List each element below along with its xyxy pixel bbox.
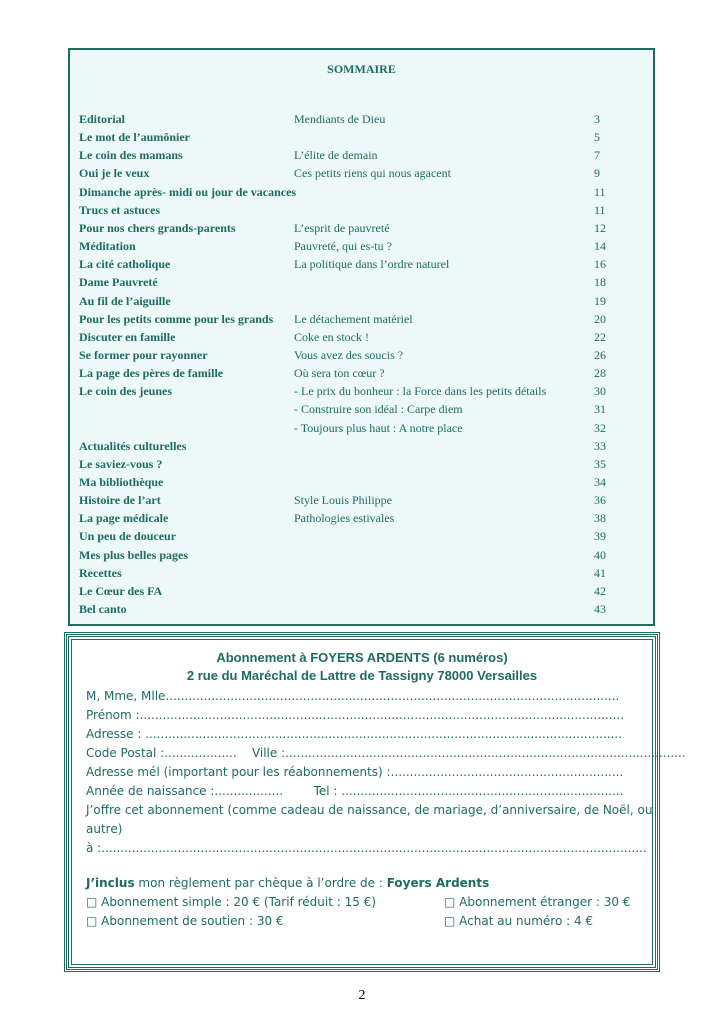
toc-article: - Le prix du bonheur : la Force dans les petits détails (294, 384, 547, 399)
toc-row (70, 384, 653, 401)
toc-row (70, 402, 653, 419)
toc-rubric: Editorial (79, 112, 126, 126)
toc-row (70, 511, 653, 528)
toc-rubric: Le coin des mamans (79, 148, 183, 163)
toc-row (70, 584, 653, 601)
toc-rubric: Pour les petits comme pour les grands (79, 311, 274, 326)
option-support-checkbox[interactable]: □ Abonnement de soutien : 30 € (86, 914, 284, 928)
toc-article: Pathologies estivales (294, 511, 395, 526)
toc-article: Style Louis Philippe (294, 493, 393, 508)
toc-rubric: Ma bibliothèque (79, 475, 164, 489)
payment-text: mon règlement par chèque à l’ordre de : (134, 876, 387, 890)
tel-field[interactable]: Tel : .......................................................................... (313, 784, 624, 798)
toc-article: L’esprit de pauvreté (294, 220, 390, 235)
toc-rubric: Dimanche après- midi ou jour de vacances (79, 184, 297, 199)
toc-title: SOMMAIRE (327, 62, 396, 76)
toc-rubric: Méditation (79, 239, 136, 254)
toc-page-number: 30 (594, 384, 606, 399)
payment-line (86, 876, 642, 890)
toc-rubric: Un peu de douceur (79, 529, 177, 544)
toc-row (70, 529, 653, 546)
toc-rubric: Pour nos chers grands-parents (79, 220, 236, 235)
subscription-form (66, 634, 686, 970)
toc-page-number: 43 (594, 602, 606, 617)
toc-article: Coke en stock ! (294, 329, 369, 344)
toc-row (70, 112, 653, 129)
option-simple-checkbox[interactable]: □ Abonnement simple : 20 € (Tarif réduit : 15 €) (86, 895, 376, 909)
toc-page-number: 38 (594, 511, 606, 526)
toc-rubric: Oui je le veux (79, 166, 150, 181)
toc-page-number: 14 (594, 239, 606, 254)
toc-row (70, 475, 653, 492)
option-foreign-checkbox[interactable]: □ Abonnement étranger : 30 € (444, 895, 631, 909)
toc-rubric: Recettes (79, 565, 122, 580)
toc-row (70, 275, 653, 292)
toc-page-number: 39 (594, 529, 606, 544)
toc-row (70, 457, 653, 474)
toc-rubric: Le mot de l’aumônier (79, 130, 190, 145)
toc-rubric: Mes plus belles pages (79, 547, 189, 562)
toc-row (70, 348, 653, 365)
toc-row (70, 221, 653, 238)
toc-page-number: 28 (594, 366, 606, 381)
toc-row (70, 148, 653, 165)
toc-article: Où sera ton cœur ? (294, 366, 385, 381)
toc-page-number: 16 (594, 257, 606, 272)
toc-page-number: 40 (594, 547, 606, 562)
options-row-2 (86, 914, 642, 928)
birth-year-field[interactable]: Année de naissance :.................. (86, 784, 284, 798)
toc-page-number: 12 (594, 220, 606, 235)
firstname-field[interactable]: Prénom :............................................................................................................................... (86, 708, 625, 722)
subscription-title: Abonnement à FOYERS ARDENTS (6 numéros) (216, 650, 508, 665)
toc-row (70, 239, 653, 256)
toc-page-number: 11 (594, 202, 606, 217)
toc-rubric: La page médicale (79, 511, 169, 526)
payment-payee: Foyers Ardents (386, 876, 490, 890)
toc-page-number: 33 (594, 438, 606, 453)
toc-page-number: 5 (594, 130, 600, 145)
toc-page-number: 32 (594, 420, 606, 435)
toc-page-number: 20 (594, 311, 606, 326)
toc-page-number: 42 (594, 583, 606, 598)
toc-rubric: La cité catholique (79, 257, 171, 272)
options-row-1 (86, 895, 642, 909)
toc-article: - Toujours plus haut : A notre place (294, 420, 463, 435)
toc-rubric: La page des pères de famille (79, 366, 224, 381)
toc-row (70, 312, 653, 329)
toc-page-number: 35 (594, 456, 606, 471)
toc-row (70, 602, 653, 619)
toc-rubric: Au fil de l’aiguille (79, 293, 171, 308)
city-field[interactable]: Ville :......................................................................................................... (251, 746, 686, 760)
toc-row (70, 566, 653, 583)
toc-article: - Construire son idéal : Carpe diem (294, 402, 463, 417)
toc-rubric: Le Cœur des FA (79, 583, 163, 598)
postal-city-row (86, 746, 686, 760)
toc-article: Mendiants de Dieu (294, 112, 386, 126)
toc-row (70, 257, 653, 274)
option-single-issue-checkbox[interactable]: □ Achat au numéro : 4 € (444, 914, 594, 928)
toc-page-number: 3 (594, 112, 600, 126)
address-field[interactable]: Adresse : ............................................................................................................................. (86, 727, 623, 741)
toc-page-number: 31 (594, 402, 606, 417)
toc-row (70, 166, 653, 183)
subscription-address: 2 rue du Maréchal de Lattre de Tassigny 78000 Versailles (186, 668, 538, 683)
toc-row (70, 130, 653, 147)
toc-article: Ces petits riens qui nous agacent (294, 166, 451, 181)
toc-page-number: 9 (594, 166, 600, 181)
toc-article: Pauvreté, qui es-tu ? (294, 239, 392, 254)
toc-page-number: 26 (594, 347, 606, 362)
toc-rubric: Actualités culturelles (79, 438, 187, 453)
gift-text-line1: J’offre cet abonnement (comme cadeau de naissance, de mariage, d’anniversaire, de Noël, ou (86, 803, 653, 817)
toc-row (70, 330, 653, 347)
toc-rubric: Bel canto (79, 602, 127, 617)
toc-row (70, 493, 653, 510)
toc-rubric: Se former pour rayonner (79, 347, 208, 362)
toc-rubric: Discuter en famille (79, 329, 176, 344)
toc-row (70, 294, 653, 311)
toc-page-number: 34 (594, 475, 606, 489)
page-number: 2 (358, 988, 366, 1003)
toc-row (70, 439, 653, 456)
toc-article: Le détachement matériel (294, 311, 413, 326)
birth-tel-row (86, 784, 642, 798)
toc-row (70, 421, 653, 438)
toc-article: La politique dans l’ordre naturel (294, 257, 450, 272)
toc-row (70, 203, 653, 220)
toc-page-number: 36 (594, 493, 606, 508)
toc-page-number: 22 (594, 329, 606, 344)
toc-rubric: Le coin des jeunes (79, 384, 172, 399)
payment-lead: J’inclus (86, 876, 135, 890)
toc-page-number: 11 (594, 184, 606, 199)
email-field[interactable]: Adresse mél (important pour les réabonnements) :............................................................. (86, 765, 624, 779)
toc-row (70, 185, 653, 202)
toc-rubric: Dame Pauvreté (79, 275, 158, 290)
name-field[interactable]: M, Mme, Mlle....................................................................................................................... (86, 689, 620, 703)
toc-page-number: 7 (594, 148, 600, 163)
table-of-contents (68, 48, 655, 626)
toc-page-number: 41 (594, 565, 606, 580)
toc-page-number: 19 (594, 293, 606, 308)
toc-row (70, 548, 653, 565)
toc-rubric: Le saviez-vous ? (79, 456, 163, 471)
toc-rubric: Trucs et astuces (79, 202, 161, 217)
postal-code-field[interactable]: Code Postal :................... (86, 746, 237, 760)
toc-article: Vous avez des soucis ? (294, 347, 404, 362)
toc-rubric: Histoire de l’art (79, 493, 161, 508)
gift-recipient-field[interactable]: à :............................................................................................................................................... (86, 841, 647, 855)
toc-article: L’élite de demain (294, 148, 378, 163)
toc-page-number: 18 (594, 275, 606, 290)
gift-text-line2: autre) (86, 822, 123, 836)
toc-row (70, 366, 653, 383)
